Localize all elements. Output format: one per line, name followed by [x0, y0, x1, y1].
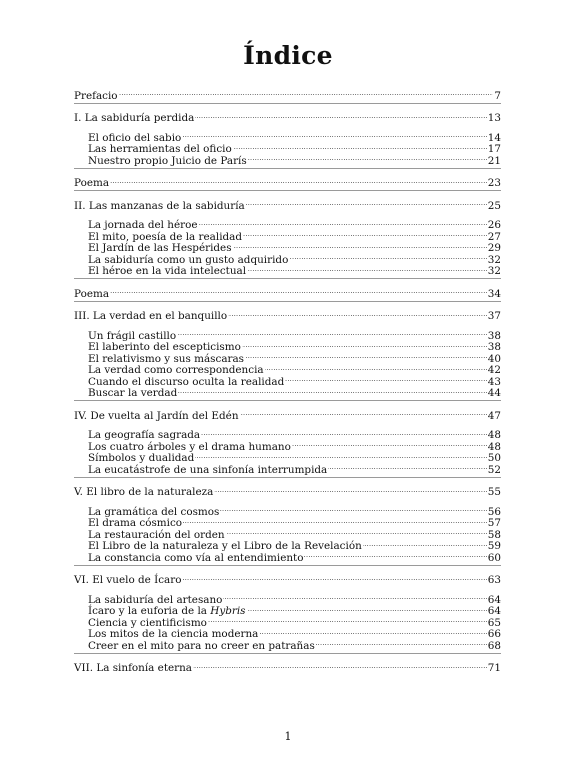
dot-leader	[363, 538, 487, 550]
dot-leader	[245, 350, 487, 362]
toc-subentry[interactable]	[74, 637, 501, 652]
toc-entry-label: La constancia como vía al entendimiento	[88, 551, 304, 564]
toc-entry-label: Buscar la verdad	[88, 387, 178, 399]
toc-entry-page: 56	[487, 505, 501, 518]
dot-leader	[220, 503, 486, 515]
page-title: Índice	[243, 41, 333, 70]
toc-entry-label: IV. De vuelta al Jardín del Edén	[74, 409, 239, 422]
dot-leader	[259, 626, 486, 638]
toc-entry-label: Cuando el discurso oculta la realidad	[88, 375, 285, 388]
toc-entry-page: 29	[487, 242, 501, 254]
toc-entry[interactable]	[74, 175, 501, 187]
toc-entry-page: 38	[487, 341, 501, 353]
toc-entry[interactable]	[74, 407, 501, 422]
toc-entry-label: Poema	[74, 177, 110, 189]
dot-leader	[201, 427, 487, 439]
dot-leader	[214, 484, 486, 496]
toc-entry-page: 14	[487, 131, 501, 144]
toc-entry-page: 58	[487, 528, 501, 541]
dot-leader	[195, 110, 486, 122]
toc-entry-page: 60	[487, 551, 501, 564]
toc-subentry[interactable]	[74, 228, 501, 243]
toc-entry[interactable]	[74, 197, 501, 212]
toc-entry-page: 55	[487, 486, 501, 498]
dot-leader	[247, 263, 487, 275]
dot-leader	[233, 141, 487, 153]
toc-entry-label: VII. La sinfonía eterna	[74, 662, 193, 674]
toc-entry-page: 59	[487, 540, 501, 552]
table-of-contents	[74, 87, 501, 674]
toc-entry-page: 50	[487, 452, 501, 464]
toc-entry[interactable]	[74, 110, 501, 122]
toc-entry-label: El drama cósmico	[88, 517, 183, 529]
toc-entry-page: 64	[487, 593, 501, 606]
toc-entry[interactable]	[74, 308, 501, 320]
toc-subentry[interactable]	[74, 240, 501, 252]
toc-subentry[interactable]	[74, 251, 501, 266]
toc-entry[interactable]	[74, 484, 501, 496]
toc-entry-label: El relativismo y sus máscaras	[88, 352, 245, 365]
toc-subentry[interactable]	[74, 603, 501, 615]
toc-entry-label: El mito, poesía de la realidad	[88, 230, 243, 243]
toc-entry[interactable]	[74, 87, 501, 102]
dot-leader	[119, 87, 494, 99]
toc-subentry[interactable]	[74, 217, 501, 229]
dot-leader	[233, 240, 487, 252]
toc-entry-label: El Libro de la naturaleza y el Libro de la Revelación	[88, 540, 362, 552]
toc-subentry[interactable]	[74, 461, 501, 476]
toc-entry-page: 34	[487, 287, 501, 300]
toc-subentry[interactable]	[74, 350, 501, 365]
dot-leader	[243, 228, 487, 240]
toc-entry-page: 40	[487, 352, 501, 365]
toc-entry-page: 7	[494, 89, 501, 102]
toc-entry-label: La sabiduría como un gusto adquirido	[88, 253, 289, 266]
toc-entry-page: 32	[487, 253, 501, 266]
toc-entry-page: 17	[487, 143, 501, 155]
toc-entry-page: 63	[487, 574, 501, 586]
toc-subentry[interactable]	[74, 515, 501, 527]
toc-subentry[interactable]	[74, 549, 501, 564]
dot-leader	[183, 515, 487, 527]
toc-subentry[interactable]	[74, 129, 501, 144]
toc-entry-label: I. La sabiduría perdida	[74, 112, 195, 124]
dot-leader	[285, 373, 487, 385]
dot-leader	[177, 327, 487, 339]
toc-entry-page: 32	[487, 265, 501, 277]
dot-leader	[247, 603, 487, 615]
toc-entry-label: VI. El vuelo de Ícaro	[74, 574, 182, 586]
toc-entry-label: La geografía sagrada	[88, 429, 201, 441]
toc-entry[interactable]	[74, 660, 501, 672]
toc-entry-page: 37	[487, 310, 501, 322]
toc-entry-label-italic: Hybris	[210, 605, 246, 617]
toc-subentry[interactable]	[74, 450, 501, 462]
dot-leader	[110, 175, 487, 187]
dot-leader	[223, 591, 486, 603]
toc-entry-label: Prefacio	[74, 89, 118, 102]
dot-leader	[208, 614, 487, 626]
toc-subentry[interactable]	[74, 438, 501, 453]
toc-entry-label: El Jardín de las Hespérides	[88, 242, 232, 254]
toc-entry-page: 48	[487, 440, 501, 453]
toc-entry-page: 42	[487, 364, 501, 376]
toc-entry-label: El héroe en la vida intelectual	[88, 265, 247, 277]
toc-entry-page: 21	[487, 154, 501, 167]
toc-subentry[interactable]	[74, 538, 501, 550]
dot-leader	[228, 308, 487, 320]
toc-entry-label: La restauración del orden	[88, 528, 225, 541]
toc-subentry[interactable]	[74, 373, 501, 388]
toc-entry-page: 65	[487, 616, 501, 629]
dot-leader	[242, 339, 487, 351]
toc-subentry[interactable]	[74, 385, 501, 397]
toc-entry[interactable]	[74, 285, 501, 300]
dot-leader	[292, 438, 487, 450]
toc-entry-label: Un frágil castillo	[88, 329, 177, 342]
dot-leader	[246, 197, 487, 209]
toc-entry-page: 52	[487, 463, 501, 476]
toc-entry-label: Poema	[74, 287, 110, 300]
toc-entry-page: 43	[487, 375, 501, 388]
toc-entry-label: Las herramientas del oficio	[88, 143, 232, 155]
toc-entry-page: 66	[487, 628, 501, 640]
dot-leader	[265, 362, 487, 374]
toc-entry-label: La sabiduría del artesano	[88, 593, 223, 606]
toc-entry-page: 68	[487, 639, 501, 652]
toc-entry-label: V. El libro de la naturaleza	[74, 486, 214, 498]
toc-entry-label: La jornada del héroe	[88, 219, 198, 231]
toc-subentry[interactable]	[74, 626, 501, 638]
toc-entry-label: Creer en el mito para no creer en patrañas	[88, 639, 315, 652]
dot-leader	[182, 129, 486, 141]
toc-entry-page: 57	[487, 517, 501, 529]
toc-entry-label: El oficio del sabio	[88, 131, 182, 144]
toc-subentry[interactable]	[74, 339, 501, 351]
dot-leader	[304, 549, 486, 561]
toc-entry-page: 71	[487, 662, 501, 674]
toc-subentry[interactable]	[74, 591, 501, 606]
toc-entry-label: La eucatástrofe de una sinfonía interrumpida	[88, 463, 328, 476]
toc-entry-page: 23	[487, 177, 501, 189]
toc-entry-page: 26	[487, 219, 501, 231]
toc-entry-label: La gramática del cosmos	[88, 505, 220, 518]
toc-entry-label: Los cuatro árboles y el drama humano	[88, 440, 291, 453]
toc-subentry[interactable]	[74, 263, 501, 275]
toc-entry-page: 25	[487, 199, 501, 212]
dot-leader	[178, 385, 487, 397]
dot-leader	[316, 637, 487, 649]
toc-entry-label: Nuestro propio Juicio de París	[88, 154, 247, 167]
toc-entry-label: El laberinto del escepticismo	[88, 341, 241, 353]
toc-subentry[interactable]	[74, 141, 501, 153]
toc-entry-page: 48	[487, 429, 501, 441]
toc-entry-page: 38	[487, 329, 501, 342]
dot-leader	[110, 285, 487, 297]
dot-leader	[289, 251, 486, 263]
toc-entry-label: III. La verdad en el banquillo	[74, 310, 228, 322]
toc-entry-label: Símbolos y dualidad	[88, 452, 195, 464]
toc-subentry[interactable]	[74, 327, 501, 342]
dot-leader	[240, 407, 487, 419]
toc-subentry[interactable]	[74, 362, 501, 374]
toc-subentry[interactable]	[74, 526, 501, 541]
toc-subentry[interactable]	[74, 152, 501, 167]
page-number: 1	[284, 730, 292, 743]
toc-entry-label: Los mitos de la ciencia moderna	[88, 628, 259, 640]
toc-entry-label: La verdad como correspondencia	[88, 364, 264, 376]
toc-entry-page: 27	[487, 230, 501, 243]
toc-entry-label: II. Las manzanas de la sabiduría	[74, 199, 245, 212]
toc-subentry[interactable]	[74, 614, 501, 629]
toc-subentry[interactable]	[74, 427, 501, 439]
dot-leader	[248, 152, 487, 164]
dot-leader	[193, 660, 487, 672]
toc-entry-page: 64	[487, 605, 501, 617]
toc-entry-page: 13	[487, 112, 501, 124]
toc-entry[interactable]	[74, 572, 501, 584]
dot-leader	[195, 450, 486, 462]
toc-entry-page: 47	[487, 409, 501, 422]
dot-leader	[328, 461, 487, 473]
toc-entry-page: 44	[487, 387, 501, 399]
toc-subentry[interactable]	[74, 503, 501, 518]
dot-leader	[199, 217, 487, 229]
toc-entry-label: Ciencia y cientificismo	[88, 616, 207, 629]
dot-leader	[182, 572, 486, 584]
dot-leader	[226, 526, 487, 538]
toc-entry-label: Ícaro y la euforia de la Hybris	[88, 605, 246, 617]
